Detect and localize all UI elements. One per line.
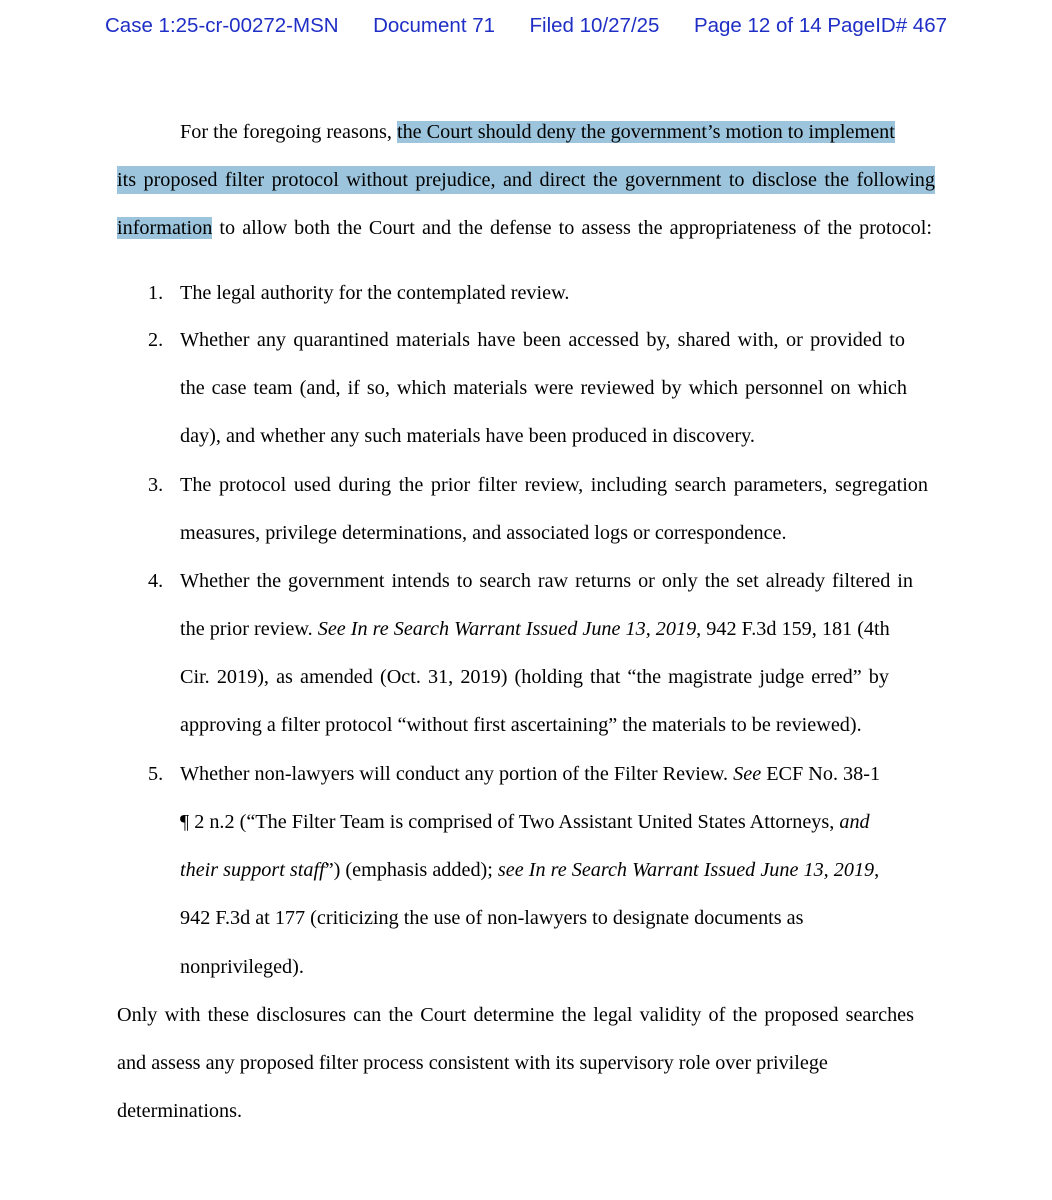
intro-line-1: For the foregoing reasons, the Court should deny the government’s motion to implement — [180, 121, 895, 143]
intro-line-2[interactable]: its proposed filter protocol without prejudice, and direct the government to disclose the following — [117, 166, 935, 194]
item-5-line-5: nonprivileged). — [180, 956, 304, 978]
document-number: Document 71 — [373, 14, 496, 37]
highlighted-text[interactable]: information — [117, 217, 213, 239]
closing-line-2: and assess any proposed filter process consistent with its supervisory role over privilege — [117, 1052, 828, 1074]
item-4-line-4: approving a filter protocol “without first ascertaining” the materials to be reviewed). — [180, 714, 862, 736]
intro-line-3: information to allow both the Court and the defense to assess the appropriateness of the protocol: — [117, 217, 932, 239]
item-number: 4. — [148, 570, 164, 592]
item-number: 2. — [148, 329, 164, 351]
item-4-line-1: Whether the government intends to search raw returns or only the set already filtered in — [180, 570, 913, 592]
signal-see: See — [733, 763, 762, 785]
item-number: 3. — [148, 474, 164, 496]
item-1-line-1: The legal authority for the contemplated review. — [180, 282, 570, 304]
item-number: 1. — [148, 282, 164, 304]
closing-line-1: Only with these disclosures can the Court determine the legal validity of the proposed searches — [117, 1004, 914, 1026]
item-number: 5. — [148, 763, 164, 785]
filed-date: Filed 10/27/25 — [529, 14, 660, 37]
page-info: Page 12 of 14 PageID# 467 — [693, 14, 947, 37]
item-2-line-1: Whether any quarantined materials have been accessed by, shared with, or provided to — [180, 329, 905, 351]
case-citation: see In re Search Warrant Issued June 13, 2019 — [497, 859, 875, 881]
item-3-line-1: The protocol used during the prior filter review, including search parameters, segregation — [180, 474, 928, 496]
case-citation: See In re Search Warrant Issued June 13, 2019 — [317, 618, 697, 640]
item-4-line-2: the prior review. See In re Search Warrant Issued June 13, 2019, 942 F.3d 159, 181 (4th — [180, 618, 890, 640]
closing-line-3: determinations. — [117, 1100, 243, 1122]
item-3-line-2: measures, privilege determinations, and associated logs or correspondence. — [180, 522, 787, 544]
item-2-line-2: the case team (and, if so, which materials were reviewed by which personnel on which — [180, 377, 907, 399]
item-5-line-4: 942 F.3d at 177 (criticizing the use of non-lawyers to designate documents as — [180, 907, 804, 929]
item-5-line-2: ¶ 2 n.2 (“The Filter Team is comprised of Two Assistant United States Attorneys, and — [180, 811, 870, 833]
highlighted-text[interactable]: the Court should deny the government’s motion to implement — [396, 121, 895, 143]
ecf-header — [105, 14, 947, 38]
item-2-line-3: day), and whether any such materials have been produced in discovery. — [180, 425, 755, 447]
case-number: Case 1:25-cr-00272-MSN — [105, 14, 339, 37]
item-5-line-1: Whether non-lawyers will conduct any portion of the Filter Review. See ECF No. 38-1 — [180, 763, 881, 785]
item-4-line-3: Cir. 2019), as amended (Oct. 31, 2019) (holding that “the magistrate judge erred” by — [180, 666, 889, 688]
item-5-line-3: their support staff”) (emphasis added); see In re Search Warrant Issued June 13, 2019, — [180, 859, 880, 881]
